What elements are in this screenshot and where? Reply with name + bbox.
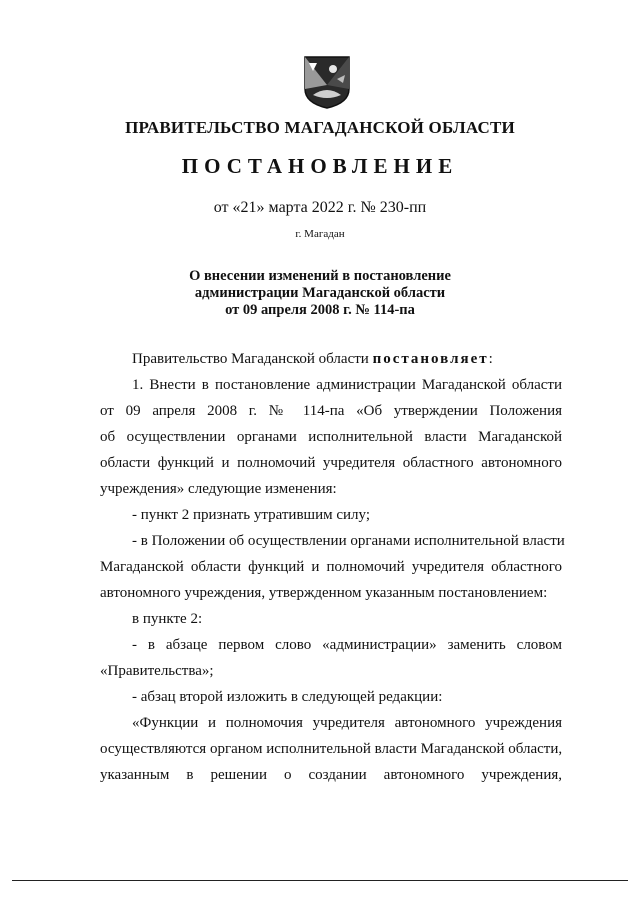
paragraph-1 [100, 372, 562, 502]
paragraph-3 [100, 528, 565, 606]
paragraph-4 [100, 606, 562, 632]
document-date-number: от «21» марта 2022 г. № 230-пп [213, 199, 427, 216]
paragraph-line: «Функции и полномочия учредителя автономного учреждения [132, 715, 562, 731]
intro-line [100, 346, 562, 372]
paragraph-line: об осуществлении органами исполнительной власти Магаданской [100, 429, 562, 445]
paragraph-6 [100, 684, 562, 710]
paragraph-line: - абзац второй изложить в следующей редакции: [132, 689, 443, 705]
paragraph-line: автономного учреждения, утвержденном указанным постановлением: [100, 585, 548, 601]
paragraph-line: осуществляются органом исполнительной власти Магаданской области, [100, 741, 563, 757]
paragraph-line: 1. Внести в постановление администрации Магаданской области [132, 377, 562, 393]
page-bottom-divider [12, 880, 628, 881]
paragraph-5 [100, 632, 562, 684]
city: г. Магадан [295, 228, 345, 240]
paragraph-line: - пункт 2 признать утратившим силу; [132, 507, 371, 523]
coat-of-arms-emblem [303, 55, 351, 109]
paragraph-line: «Правительства»; [100, 663, 214, 679]
paragraph-7 [100, 710, 562, 788]
paragraph-line: учреждения» следующие изменения: [100, 481, 337, 497]
paragraph-line: - в абзаце первом слово «администрации» заменить словом [132, 637, 562, 653]
intro-keyword: постановляет [372, 351, 489, 367]
paragraph-line: от 09 апреля 2008 г. № 114-па «Об утверждении Положения [100, 403, 562, 419]
document-type: ПОСТАНОВЛЕНИЕ [181, 154, 459, 178]
paragraph-2 [100, 502, 562, 528]
intro-text: Правительство Магаданской области [132, 351, 373, 367]
paragraph-line: Магаданской области функций и полномочий учредителя областного [100, 559, 562, 575]
subject-line: администрации Магаданской области [194, 285, 446, 301]
paragraph-line: - в Положении об осуществлении органами исполнительной власти [132, 533, 565, 549]
document-subject [0, 268, 640, 319]
paragraph-line: указанным в решении о создании автономного учреждения, [100, 767, 562, 783]
intro-end: : [488, 351, 493, 367]
paragraph-line: области функций и полномочий учредителя областного автономного [100, 455, 562, 471]
paragraph-line: в пункте 2: [132, 611, 203, 627]
subject-line: О внесении изменений в постановление [189, 268, 451, 284]
government-title: ПРАВИТЕЛЬСТВО МАГАДАНСКОЙ ОБЛАСТИ [125, 118, 515, 137]
subject-line: от 09 апреля 2008 г. № 114-па [225, 302, 415, 318]
resolution-intro [100, 346, 562, 372]
